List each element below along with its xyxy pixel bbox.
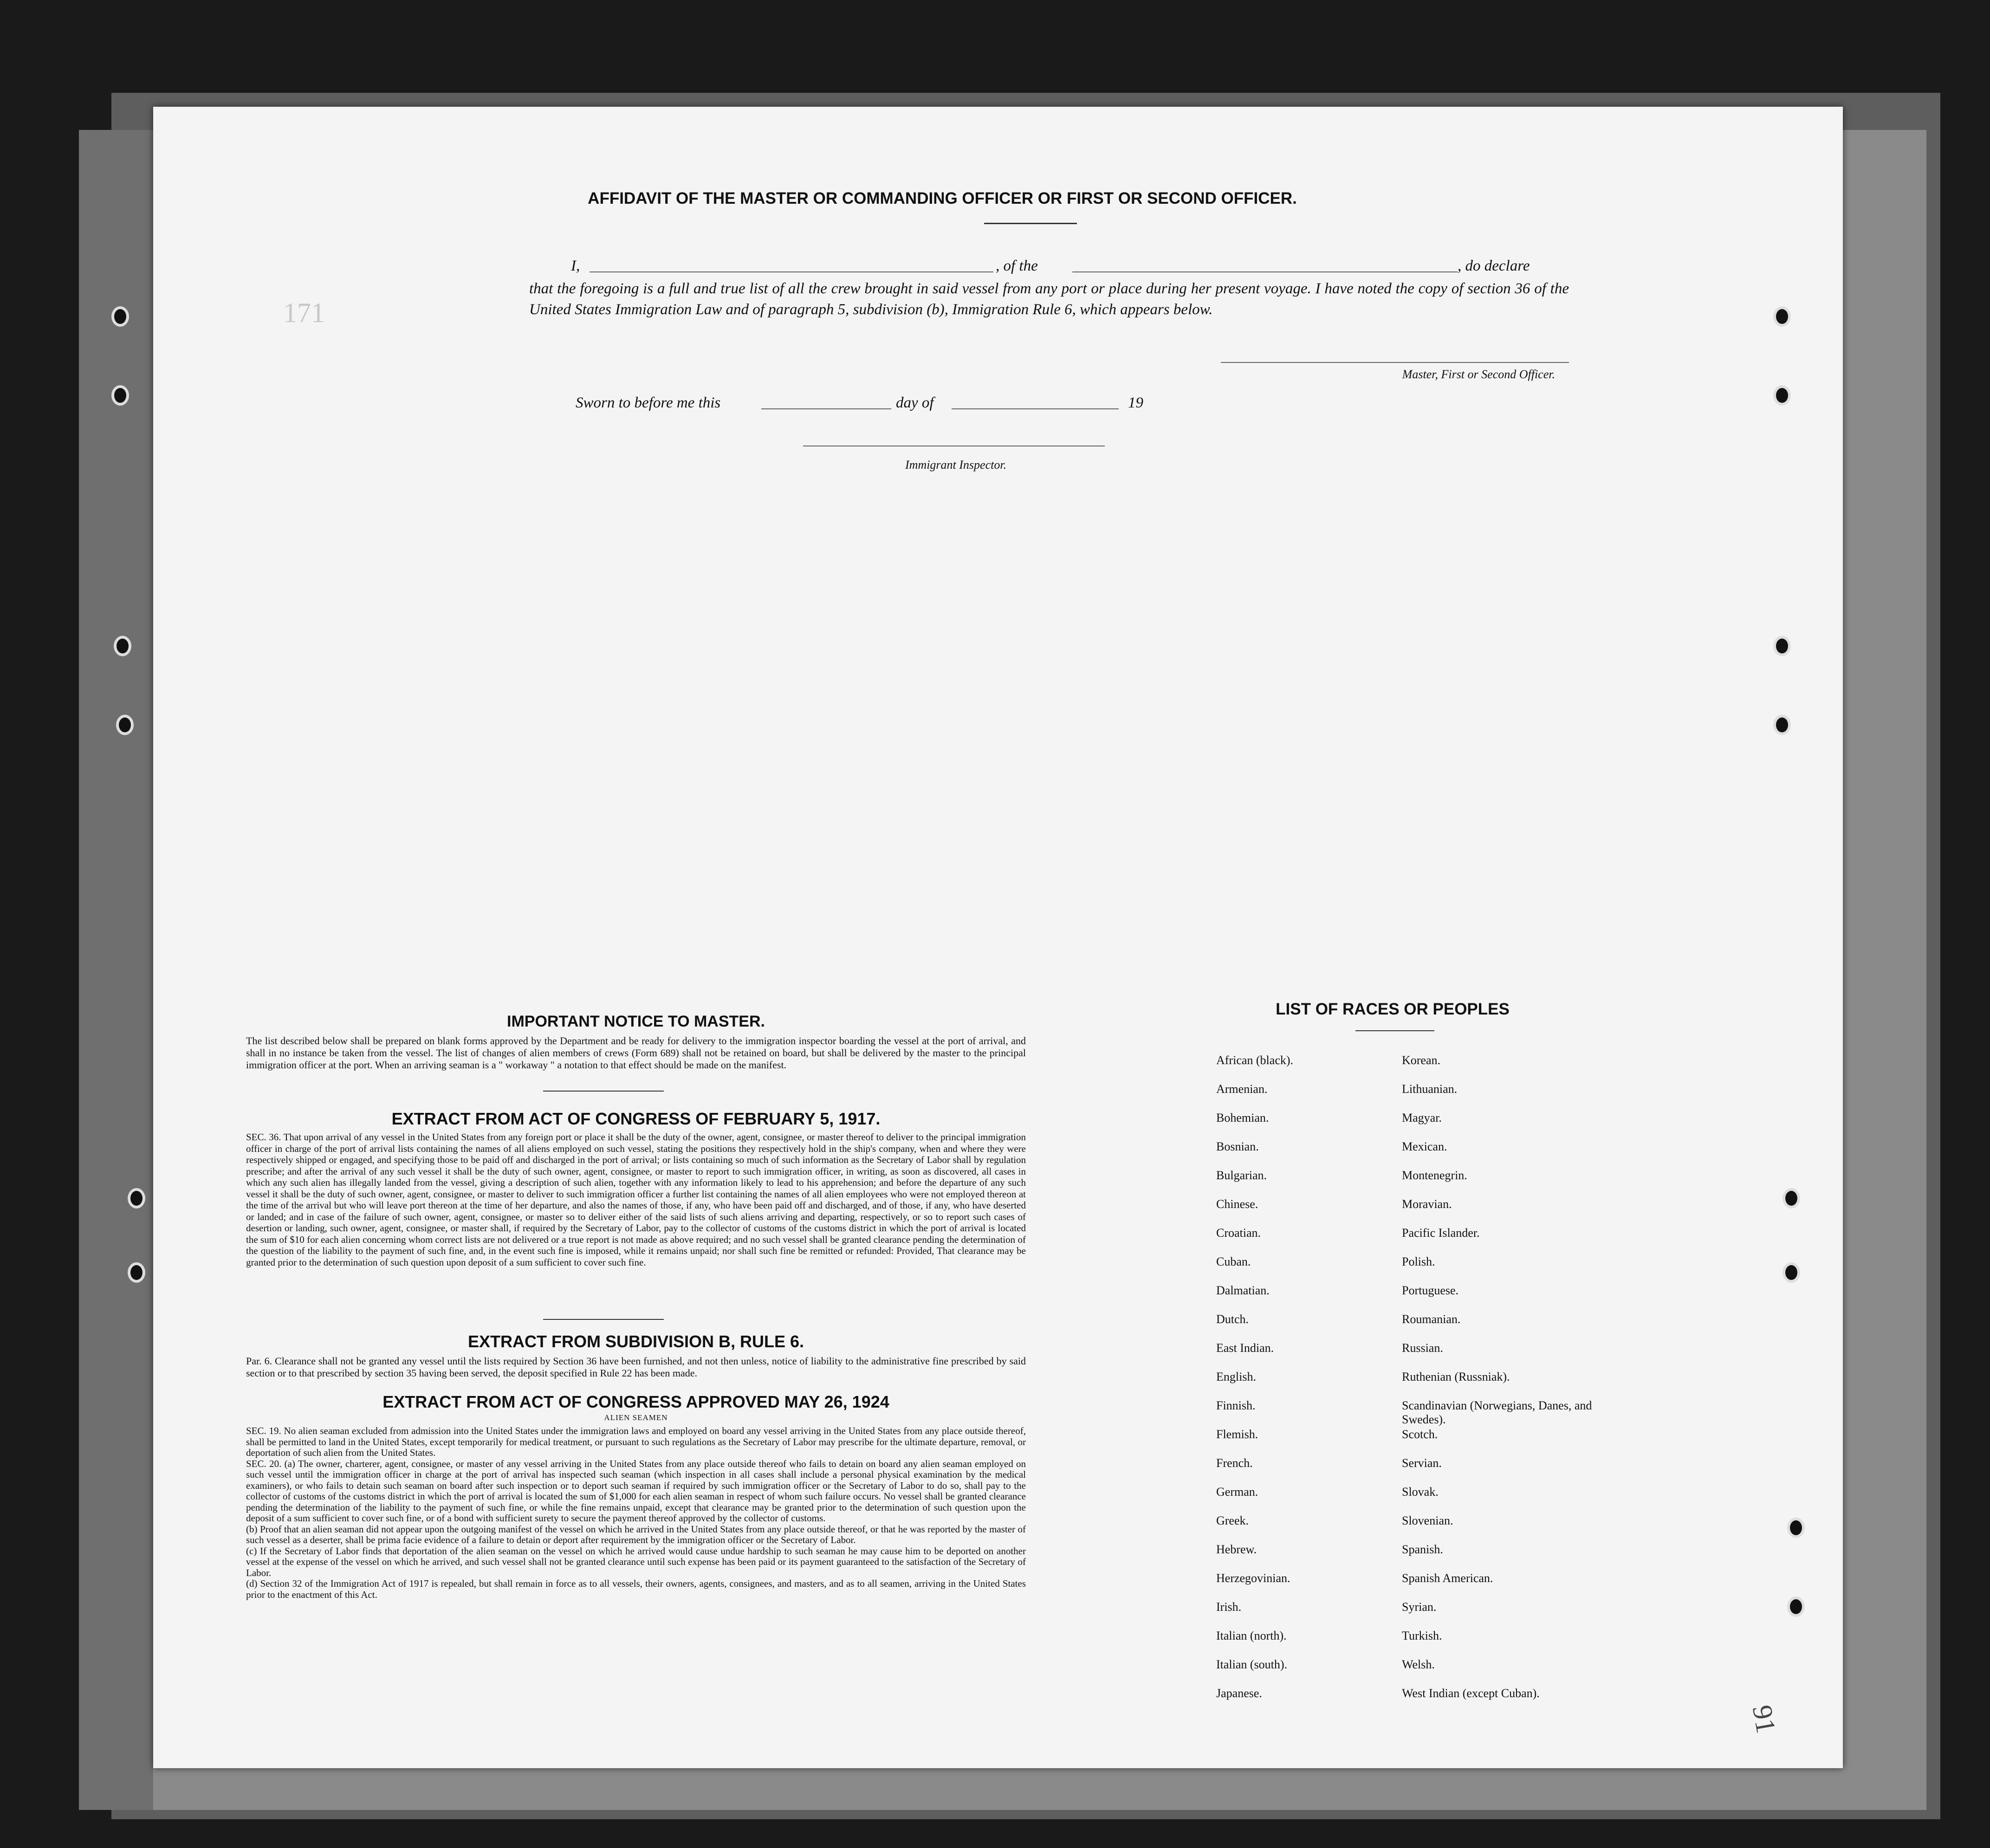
races-title: LIST OF RACES OR PEOPLES: [1276, 1000, 1510, 1018]
race-item: Scotch.: [1402, 1428, 1438, 1441]
punch-hole: [128, 1262, 145, 1283]
race-item: Finnish.: [1216, 1399, 1256, 1412]
notice-rule: [543, 1091, 664, 1092]
race-item: French.: [1216, 1456, 1253, 1470]
punch-hole: [1773, 636, 1791, 656]
race-item: Dutch.: [1216, 1312, 1249, 1326]
race-item: Italian (north).: [1216, 1629, 1287, 1642]
affidavit-vessel-field[interactable]: [1072, 271, 1458, 272]
punch-hole: [114, 636, 131, 656]
race-item: Welsh.: [1402, 1658, 1435, 1671]
sworn-month-field[interactable]: [952, 408, 1119, 409]
race-item: Spanish American.: [1402, 1571, 1493, 1585]
year-prefix: 19: [1128, 394, 1143, 411]
punch-hole: [111, 306, 129, 327]
margin-mark-top-left: 171: [283, 297, 325, 328]
race-item: East Indian.: [1216, 1341, 1274, 1355]
race-item: Roumanian.: [1402, 1312, 1461, 1326]
affidavit-declare-line: [571, 258, 1569, 281]
race-item: Irish.: [1216, 1600, 1242, 1614]
affidavit-do-declare: , do declare: [1458, 258, 1530, 274]
punch-hole: [1787, 1596, 1805, 1617]
day-of-label: day of: [896, 394, 934, 411]
punch-hole: [1783, 1262, 1800, 1283]
race-item: Slovak.: [1402, 1485, 1439, 1499]
race-item: West Indian (except Cuban).: [1402, 1686, 1540, 1700]
affidavit-title: AFFIDAVIT OF THE MASTER OR COMMANDING OFFICER OR FIRST OR SECOND OFFICER.: [588, 189, 1297, 207]
race-item: Korean.: [1402, 1053, 1441, 1067]
punch-hole: [1787, 1518, 1805, 1538]
punch-hole: [1783, 1188, 1800, 1208]
race-item: Bohemian.: [1216, 1111, 1269, 1124]
race-item: Slovenian.: [1402, 1514, 1453, 1527]
extract-1924-subtitle: ALIEN SEAMEN: [604, 1413, 668, 1422]
rule6-title: EXTRACT FROM SUBDIVISION B, RULE 6.: [467, 1332, 804, 1351]
race-item: Ruthenian (Russniak).: [1402, 1370, 1510, 1383]
notice-body: The list described below shall be prepared on blank forms approved by the Department and be ready for delivery to the immigration inspector boarding the vessel at the port of arrival, and shall in no instance be taken from the vessel. The list of changes of alien members of crews (Form 689) shall not be retained on board, but shall be delivered by the master to the principal immigration officer at the port. When an arriving seaman is a " workaway " a notation to that effect should be made on the manifest.: [246, 1035, 1026, 1071]
race-item: Montenegrin.: [1402, 1169, 1467, 1182]
race-item: Portuguese.: [1402, 1284, 1459, 1297]
race-item: German.: [1216, 1485, 1258, 1499]
races-column-1: [1216, 1053, 1420, 1715]
punch-hole: [116, 715, 134, 735]
extract-1917-body: SEC. 36. That upon arrival of any vessel in the United States from any foreign port or place it shall be the duty of the owner, agent, consignee, or master thereof to deliver to the principal immigration officer in charge of the port of arrival lists containing the names of all aliens employed on such vessel, stating the positions they respectively hold in the ship's company, when and where they were respectively shipped or engaged, and specifying those to be paid off and discharged in the port of arrival; or lists containing so much of such information as the Secretary of Labor shall by regulation prescribe; and after the arrival of any such vessel it shall be the duty of such owner, agent, consignee, or master to report to such immigration officer, in writing, as soon as discovered, all cases in which any such alien has illegally landed from the vessel, giving a description of such alien, together with any information likely to lead to his apprehension; and before the departure of any such vessel it shall be the duty of such owner, agent, consignee, or master to deliver to such immigration officer a further list containing the names of all alien employees who were not employed thereon at the time of the arrival but who will leave port thereon at the time of her departure, and also the names of those, if any, who have been paid off and discharged, and of those, if any, who have deserted or landed; and in case of the failure of such owner, agent, consignee, or master so to deliver either of the said lists of such aliens arriving and departing, respectively, or so to report such cases of desertion or landing, such owner, agent, consignee, or master shall, if required by the Secretary of Labor, pay to the collector of customs of the customs district in which the port of arrival is located the sum of $10 for each alien concerning whom correct lists are not delivered or a true report is not made as above required; and no such vessel shall be granted clearance pending the determination of the question of the liability to the payment of such fine, and, in the event such fine is imposed, while it remains unpaid; nor shall such fine be remitted or refunded: Provided, That clearance may be granted prior to the determination of such question upon deposit of a sum sufficient to cover such fine.: [246, 1131, 1026, 1268]
extract-1924-body: [246, 1426, 1026, 1600]
master-signature-field[interactable]: [1221, 362, 1569, 363]
punch-hole: [128, 1188, 145, 1208]
race-item: Turkish.: [1402, 1629, 1442, 1642]
races-title-rule: [1355, 1030, 1434, 1031]
race-item: Lithuanian.: [1402, 1082, 1458, 1096]
race-item: Moravian.: [1402, 1197, 1452, 1211]
sworn-line: [576, 394, 1225, 418]
race-item: Cuban.: [1216, 1255, 1251, 1268]
race-item: Flemish.: [1216, 1428, 1258, 1441]
master-signature-label: Master, First or Second Officer.: [1402, 368, 1555, 381]
paper-stack-left-edge: [79, 130, 153, 1810]
punch-hole: [111, 385, 129, 406]
race-item: Servian.: [1402, 1456, 1442, 1470]
races-column-2: [1402, 1053, 1606, 1715]
punch-hole: [1773, 715, 1791, 735]
race-item: Hebrew.: [1216, 1543, 1257, 1556]
race-item: Japanese.: [1216, 1686, 1262, 1700]
race-item: Spanish.: [1402, 1543, 1443, 1556]
affidavit-of-the: , of the: [996, 258, 1038, 274]
race-item: Bosnian.: [1216, 1140, 1259, 1153]
race-item: Dalmatian.: [1216, 1284, 1270, 1297]
race-item: Greek.: [1216, 1514, 1249, 1527]
race-item: Magyar.: [1402, 1111, 1442, 1124]
extract-1917-rule: [543, 1319, 664, 1320]
race-item: Russian.: [1402, 1341, 1443, 1355]
extract-1924-title: EXTRACT FROM ACT OF CONGRESS APPROVED MAY 26, 1924: [382, 1392, 889, 1411]
race-item: English.: [1216, 1370, 1256, 1383]
affidavit-body: that the foregoing is a full and true list of all the crew brought in said vessel from any port or place during her present voyage. I have noted the copy of section 36 of the United States Immigration Law and of paragraph 5, subdivision (b), Immigration Rule 6, which appears below.: [529, 280, 1569, 318]
extract-1917-title: EXTRACT FROM ACT OF CONGRESS OF FEBRUARY 5, 1917.: [391, 1109, 881, 1128]
document-page: [153, 107, 1843, 1768]
punch-hole: [1773, 306, 1791, 327]
rule6-body: Par. 6. Clearance shall not be granted any vessel until the lists required by Section 36 have been furnished, and not then unless, notice of liability to the administrative fine prescribed by said section or to that prescribed by section 35 having been served, the deposit specified in Rule 22 has been made.: [246, 1355, 1026, 1379]
race-item: Croatian.: [1216, 1226, 1261, 1240]
affidavit-title-rule: [984, 223, 1077, 224]
race-item: Syrian.: [1402, 1600, 1437, 1614]
sworn-day-field[interactable]: [761, 408, 891, 409]
race-item: Chinese.: [1216, 1197, 1258, 1211]
punch-hole: [1773, 385, 1791, 406]
affidavit-name-field[interactable]: [590, 271, 993, 272]
race-item: Scandinavian (Norwegians, Danes, and Swedes).: [1402, 1399, 1592, 1426]
race-item: Bulgarian.: [1216, 1169, 1267, 1182]
affidavit-i: I,: [571, 258, 580, 274]
extract-1924-sec19: SEC. 19. No alien seaman excluded from admission into the United States under the immigration laws and employed on board any vessel arriving in the United States from any place outside thereof, shall be permitted to land in the United States, except temporarily for medical treatment, or pursuant to such regulations as the Secretary of Labor may prescribe for the ultimate departure, removal, or deportation of such alien from the United States.: [246, 1425, 1026, 1458]
race-item: Herzegovinian.: [1216, 1571, 1290, 1585]
extract-1924-sec20a: SEC. 20. (a) The owner, charterer, agent, consignee, or master of any vessel arriving in the United States from any place outside thereof who fails to detain on board any alien seaman employed on such vessel until the immigration officer in charge at the port of arrival has inspected such seaman (which inspection in all cases shall include a personal physical examination by the medical examiners), or who fails to detain such seaman on board after such inspection or to deport such seaman if required by such immigration officer or the Secretary of Labor to do so, shall pay to the collector of customs of the customs district in which the port of arrival is located the sum of $1,000 for each alien seaman in respect of whom such failure occurs. No vessel shall be granted clearance pending the determination of the liability to the payment of such fine, or while the fine remains unpaid, except that clearance may be granted prior to the determination of such question upon the deposit of a sum sufficient to cover such fine, or of a bond with sufficient surety to secure the payment thereof approved by the collector of customs.: [246, 1458, 1026, 1524]
race-item: Polish.: [1402, 1255, 1435, 1268]
race-item: Armenian.: [1216, 1082, 1268, 1096]
extract-1924-sec20c: (c) If the Secretary of Labor finds that deportation of the alien seaman on the vessel on which he arrived would cause undue hardship to such seaman he may cause him to be deported on another vessel at the expense of the vessel on which he arrived, and such vessel shall not be granted clearance until such expense has been paid or its payment guaranteed to the satisfaction of the Secretary of Labor.: [246, 1545, 1026, 1578]
margin-mark-bottom-right: 91: [1746, 1703, 1782, 1736]
extract-1924-sec20b: (b) Proof that an alien seaman did not appear upon the outgoing manifest of the vessel on which he arrived in the United States from any place outside thereof, or that he was reported by the master of such vessel as a deserter, shall be prima facie evidence of a failure to detain or deport after requirement by the immigration officer or the Secretary of Labor.: [246, 1523, 1026, 1545]
inspector-label: Immigrant Inspector.: [905, 458, 1007, 472]
race-item: Pacific Islander.: [1402, 1226, 1480, 1240]
race-item: Italian (south).: [1216, 1658, 1288, 1671]
race-item: African (black).: [1216, 1053, 1294, 1067]
notice-title: IMPORTANT NOTICE TO MASTER.: [507, 1013, 765, 1030]
sworn-label: Sworn to before me this: [576, 394, 721, 411]
extract-1924-sec20d: (d) Section 32 of the Immigration Act of 1917 is repealed, but shall remain in force as to all vessels, their owners, agents, consignees, and masters, and as to all seamen, arriving in the United States prior to the enactment of this Act.: [246, 1578, 1026, 1600]
race-item: Mexican.: [1402, 1140, 1447, 1153]
